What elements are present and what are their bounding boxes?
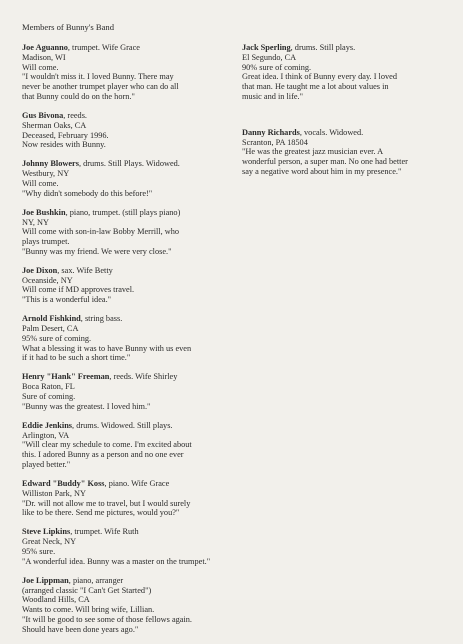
member-note: , piano, trumpet. (still plays piano) (65, 207, 181, 217)
member-note: , string bass. (80, 314, 123, 324)
member-entry (22, 111, 240, 150)
member-detail-line: El Segundo, CA (242, 52, 297, 62)
member-detail-line: Will come if MD approves travel. (22, 285, 135, 295)
member-name: Arnold Fishkind (22, 314, 81, 324)
member-detail-line: What a blessing it was to have Bunny with us even (22, 343, 192, 353)
member-entry (22, 159, 240, 198)
member-detail-line: Should have been done years ago." (22, 624, 139, 634)
member-name: Gus Bivona (22, 110, 64, 120)
member-detail-line: "This is a wonderful idea." (22, 295, 112, 305)
member-detail-line: Williston Park, NY (22, 488, 86, 498)
member-detail-line: Will come. (22, 62, 59, 72)
member-name: Henry "Hank" Freeman (22, 372, 110, 382)
member-detail-line: Sure of coming. (22, 392, 76, 402)
member-detail-line: Oceanside, NY (22, 275, 73, 285)
member-detail-line: "He was the greatest jazz musician ever. A (242, 147, 384, 157)
member-detail-line: that man. He taught me a lot about values in (242, 82, 389, 92)
member-detail-line: Boca Raton, FL (22, 382, 75, 392)
member-name: Eddie Jenkins (22, 420, 73, 430)
member-detail-line: wonderful person, a super man. No one had better (242, 157, 408, 167)
member-name: Joe Bushkin (22, 207, 66, 217)
member-note: , trumpet. Wife Grace (67, 43, 140, 52)
member-detail-line: "Will clear my schedule to come. I'm excited about (22, 440, 192, 450)
member-detail-line: played better." (22, 460, 71, 469)
member-detail-line: music and in life." (242, 91, 303, 101)
member-detail-line: Now resides with Bunny. (22, 140, 106, 150)
member-detail-line: "Bunny was my friend. We were very close." (22, 246, 172, 256)
member-note: , drums. Still Plays. Widowed. (78, 159, 180, 169)
member-entry (242, 43, 447, 102)
member-name: Danny Richards (242, 127, 300, 137)
member-detail-line: 95% sure. (22, 546, 56, 556)
member-detail-line: "I wouldn't miss it. I loved Bunny. There may (22, 72, 174, 82)
member-note: , trumpet. Wife Ruth (70, 527, 139, 537)
member-detail-line: Deceased, February 1996. (22, 130, 109, 140)
member-detail-line: Will come. (22, 178, 59, 188)
member-detail-line: Arlington, VA (22, 430, 70, 440)
member-detail-line: "Dr. will not allow me to travel, but I would surely (22, 498, 191, 508)
member-detail-line: Sherman Oaks, CA (22, 120, 87, 130)
member-note: , drums. Still plays. (290, 43, 356, 52)
left-column (22, 43, 240, 644)
member-detail-line: Great Neck, NY (22, 537, 77, 547)
member-name: Joe Dixon (22, 265, 58, 275)
member-detail-line: "A wonderful idea. Bunny was a master on the trumpet." (22, 556, 211, 566)
member-entry (22, 527, 240, 566)
member-entry (22, 372, 240, 411)
member-detail-line: 90% sure of coming. (242, 62, 312, 72)
member-detail-line: like to be there. Send me pictures, would you?" (22, 508, 180, 518)
member-name: Joe Aguanno (22, 43, 68, 52)
member-note: , piano. Wife Grace (104, 478, 170, 488)
member-entry (22, 43, 240, 102)
member-note: , vocals. Widowed. (299, 127, 364, 137)
document-title: Members of Bunny's Band (22, 22, 115, 32)
member-detail-line: "Why didn't somebody do this before!" (22, 188, 153, 198)
member-detail-line: Great idea. I think of Bunny every day. I loved (242, 72, 397, 82)
member-entry (22, 208, 240, 257)
member-entry (242, 128, 447, 177)
member-detail-line: Will come with son-in-law Bobby Merrill, who (22, 227, 180, 237)
member-name: Jack Sperling (242, 43, 291, 52)
member-detail-line: say a negative word about him in my presence." (242, 166, 402, 176)
member-detail-line: (arranged classic "I Can't Get Started") (22, 585, 152, 595)
member-detail-line: Scranton, PA 18504 (242, 137, 308, 147)
member-detail-line: 95% sure of coming. (22, 333, 92, 343)
member-detail-line: Wants to come. Will bring wife, Lillian. (22, 605, 155, 615)
member-detail-line: Woodland Hills, CA (22, 595, 90, 605)
member-entry (22, 421, 240, 470)
member-note: , reeds. (63, 110, 88, 120)
member-entry (22, 266, 240, 305)
member-detail-line: Palm Desert, CA (22, 324, 79, 334)
member-detail-line: plays trumpet. (22, 237, 70, 247)
member-entry (22, 576, 240, 635)
member-detail-line: NY, NY (22, 217, 50, 227)
member-detail-line: Madison, WI (22, 52, 66, 62)
member-detail-line: this. I adored Bunny as a person and no one ever (22, 450, 184, 460)
member-detail-line: "It will be good to see some of those fellows again. (22, 614, 192, 624)
member-detail-line: if it had to be such a short time." (22, 353, 131, 363)
member-entry (22, 479, 240, 518)
member-detail-line: Westbury, NY (22, 169, 70, 179)
member-detail-line: never be another trumpet player who can do all (22, 82, 179, 92)
member-name: Joe Lippman (22, 575, 69, 585)
member-note: , sax. Wife Betty (57, 265, 113, 275)
member-note: , reeds. Wife Shirley (109, 372, 178, 382)
member-name: Edward "Buddy" Koss (22, 478, 105, 488)
member-name: Steve Lipkins (22, 527, 71, 537)
member-detail-line: that Bunny could do on the horn." (22, 91, 135, 101)
member-note: , drums. Widowed. Still plays. (72, 420, 173, 430)
member-name: Johnny Blowers (22, 159, 79, 169)
member-entry (22, 314, 240, 363)
member-detail-line: "Bunny was the greatest. I loved him." (22, 401, 151, 411)
right-column (242, 43, 447, 203)
member-note: , piano, arranger (68, 575, 124, 585)
